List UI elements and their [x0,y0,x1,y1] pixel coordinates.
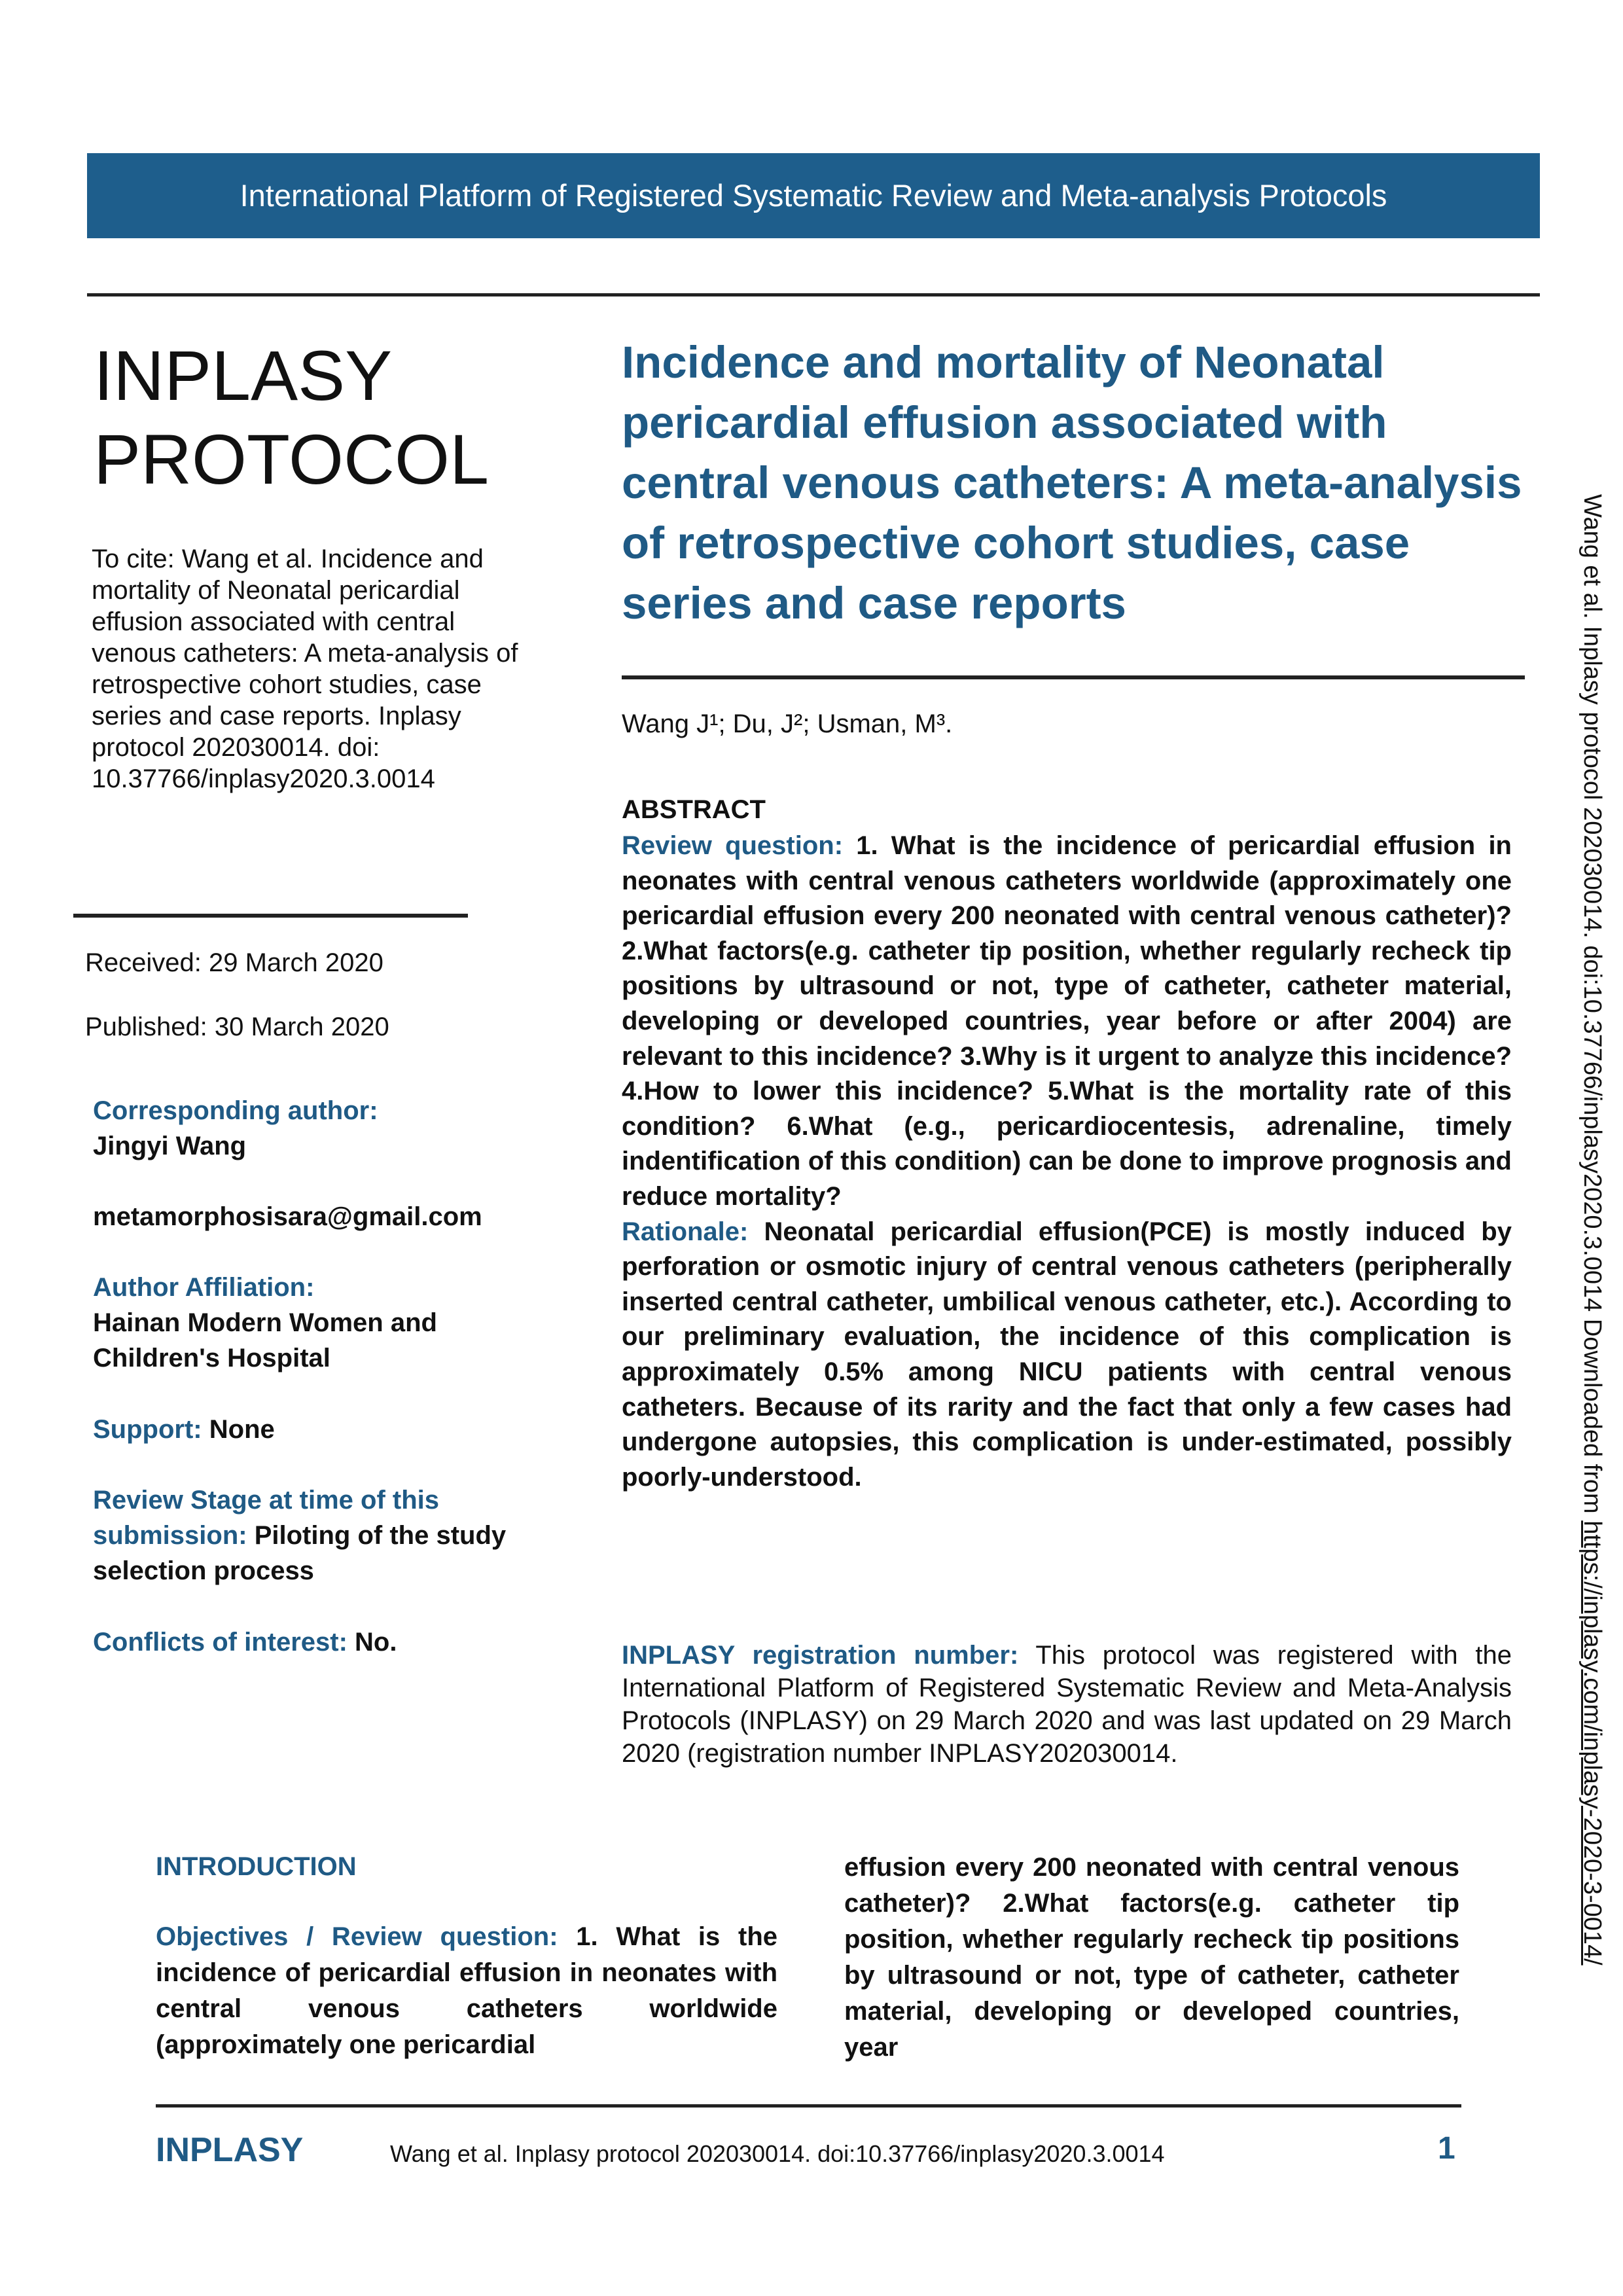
banner-text: International Platform of Registered Systematic Review and Meta-analysis Protocols [240,178,1387,213]
review-stage-label: Review Stage at time of this submission: [93,1486,440,1550]
download-stamp [1578,494,1607,2144]
received-date: Received: 29 March 2020 [85,948,383,977]
corresponding-author-label: Corresponding author: [93,1096,378,1125]
review-question-label: Review question: [622,831,844,860]
protocol-label-line2: PROTOCOL [94,420,490,499]
objectives-text-left: 1. What is the incidence of pericardial effusion in neonates with central venous catheters worldwide (approximately one pericardial [156,1922,778,2059]
corresponding-author-name: Jingyi Wang [93,1132,247,1160]
conflicts-value: No. [355,1628,397,1657]
support-line [93,1412,571,1447]
objectives-label: Objectives / Review question: [156,1922,558,1951]
left-divider [73,914,468,918]
footer-divider [156,2104,1461,2108]
author-email[interactable]: metamorphosisara@gmail.com [93,1202,482,1231]
review-question-text: 1. What is the incidence of pericardial effusion in neonates with central venous catheters worldwide (approximately one pericardial effusion every 200 neonated with central venous catheter)? 2.What factors(e.g. catheter tip position, whether regularly recheck tip positions by ultrasound or not, type of catheter, catheter material, developing or developed countries, year before or after 2004) are relevant to this incidence? 3.Why is it urgent to analyze this incidence? 4.How to lower this incidence? 5.What is the mortality rate of this condition? 6.What (e.g., pericardiocentesis, adrenaline, timely indentification of this condition) can be done to improve prognosis and reduce mortality? [622,831,1512,1211]
author-affiliation [93,1270,571,1376]
protocol-label [94,334,552,501]
published-date: Published: 30 March 2020 [85,1013,389,1041]
objectives-paragraph-right: effusion every 200 neonated with central venous catheter)? 2.What factors(e.g. catheter tip position, whether regularly recheck tip positions by ultrasound or not, type of catheter, catheter material, developing or developed countries, year [844,1853,1459,2062]
introduction-heading: INTRODUCTION [156,1852,357,1881]
citation-block: To cite: Wang et al. Incidence and mortality of Neonatal pericardial effusion associated with central venous catheters: A meta-analysis of retrospective cohort studies, case series and case reports. Inplasy protocol 202030014. doi: 10.37766/inplasy2020.3.0014 [92,545,518,793]
download-link[interactable]: https://inplasy.com/inplasy-2020-3-0014/ [1578,1520,1606,1965]
conflicts-line [93,1624,571,1660]
footer-logo: INPLASY [156,2131,304,2169]
registration-label: INPLASY registration number: [622,1641,1019,1670]
objectives-paragraph-left [156,1919,777,2063]
download-stamp-text: Wang et al. Inplasy protocol 202030014. doi:10.37766/inplasy2020.3.0014 Downloaded from [1578,494,1606,1521]
conflicts-label: Conflicts of interest: [93,1628,348,1657]
review-stage [93,1482,571,1588]
corresponding-author [93,1093,571,1164]
rationale-paragraph [622,1215,1512,1496]
support-label: Support: [93,1415,202,1444]
affiliation-value: Hainan Modern Women and Children's Hospital [93,1308,437,1372]
title-divider [622,675,1525,679]
affiliation-label: Author Affiliation: [93,1273,315,1302]
rationale-text: Neonatal pericardial effusion(PCE) is mostly induced by perforation or osmotic injury of central venous catheters (peripherally inserted central catheter, umbilical venous catheter, etc.). According to our preliminary evaluation, the incidence of this complication is approximately 0.5% among NICU patients with central venous catheters. Because of its rarity and the fact that only a few cases had undergone autopsies, this complication is under-estimated, possibly poorly-understood. [622,1217,1512,1492]
platform-banner [87,153,1540,238]
rationale-label: Rationale: [622,1217,749,1246]
support-value: None [209,1415,275,1444]
registration-paragraph [622,1639,1512,1770]
review-question-paragraph [622,829,1512,1215]
registration-text: This protocol was registered with the International Platform of Registered Systematic Review and Meta-Analysis Protocols (INPLASY) on 29 March 2020 and was last updated on 29 March 2020 (registration number INPLASY202030014. [622,1641,1512,1768]
top-divider [87,293,1540,296]
footer-citation: Wang et al. Inplasy protocol 202030014. doi:10.37766/inplasy2020.3.0014 [390,2140,1165,2167]
page-number: 1 [1438,2131,1455,2166]
abstract-body [622,829,1512,1495]
article-title: Incidence and mortality of Neonatal pericardial effusion associated with central venous catheters: A meta-analysis of retrospective cohort studies, case series and case reports [622,337,1522,628]
review-stage-value: Piloting of the study selection process [93,1521,507,1585]
abstract-heading: ABSTRACT [622,795,766,824]
author-list: Wang J¹; Du, J²; Usman, M³. [622,709,953,738]
protocol-label-line1: INPLASY [94,336,393,415]
